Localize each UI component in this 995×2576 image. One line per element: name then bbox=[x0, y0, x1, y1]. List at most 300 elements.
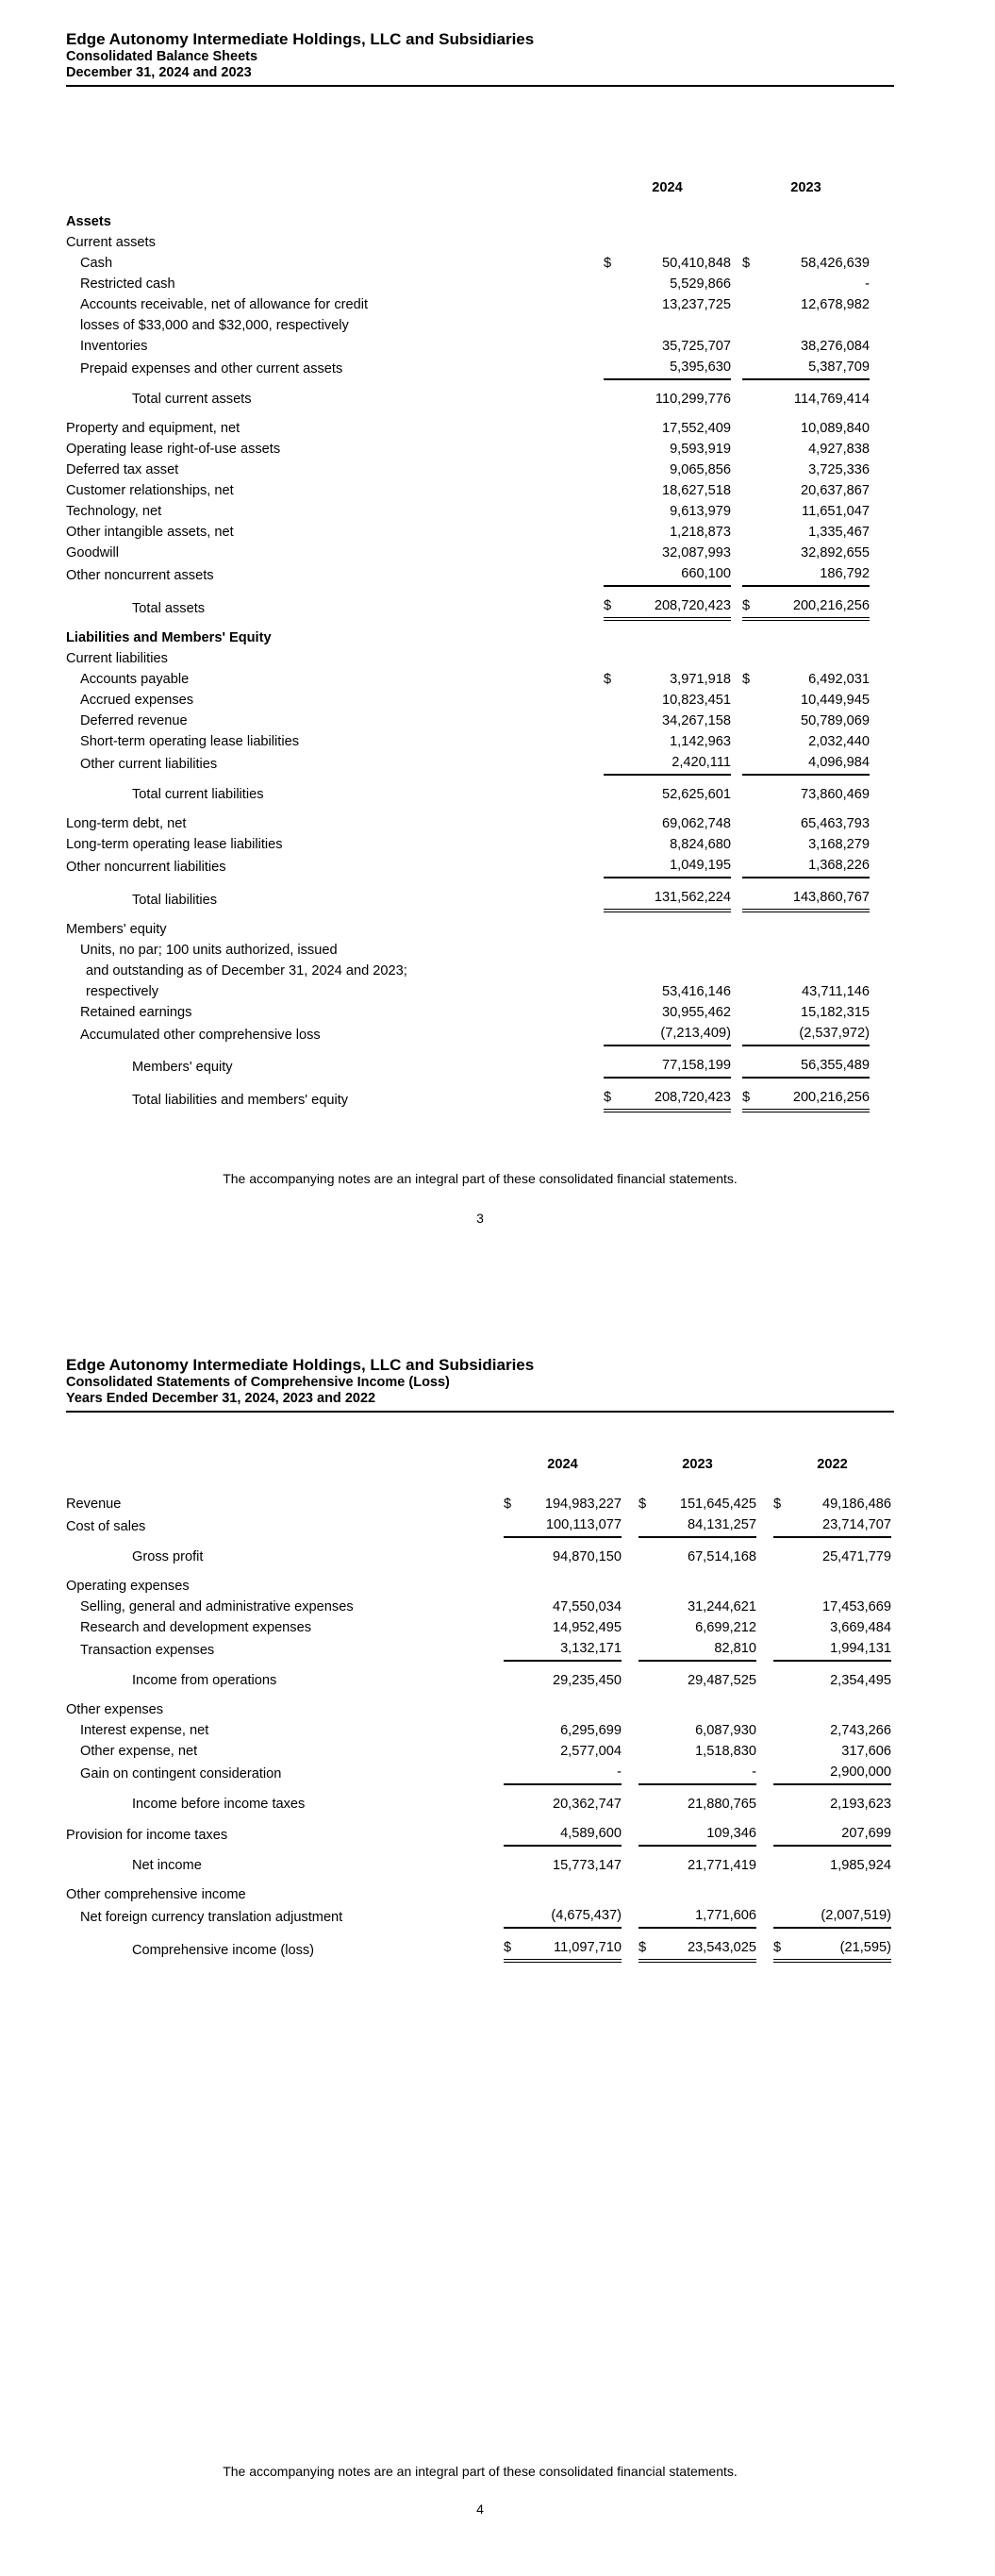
amount-cell bbox=[792, 1567, 891, 1597]
amount-cell bbox=[522, 1567, 622, 1597]
column-gap bbox=[622, 1617, 638, 1638]
amount-cell: 3,168,279 bbox=[808, 837, 870, 852]
amount-cell: (21,595) bbox=[792, 1928, 891, 1961]
column-header-spacer bbox=[66, 177, 604, 211]
amount-cell: 47,550,034 bbox=[552, 1599, 622, 1614]
table-row bbox=[66, 1002, 870, 1023]
row-label: Income before income taxes bbox=[132, 1797, 306, 1812]
currency-symbol bbox=[504, 1846, 522, 1876]
amount-cell: 143,860,767 bbox=[763, 878, 870, 911]
amount-cell bbox=[763, 648, 870, 669]
amount-cell: 6,087,930 bbox=[695, 1723, 756, 1738]
currency-symbol bbox=[742, 731, 763, 752]
currency-symbol: $ bbox=[773, 1928, 792, 1961]
row-label: Restricted cash bbox=[80, 276, 175, 292]
currency-symbol bbox=[604, 961, 624, 981]
column-gap bbox=[731, 648, 742, 669]
column-gap bbox=[622, 1762, 638, 1784]
row-label: Inventories bbox=[80, 339, 148, 354]
amount-cell: 10,089,840 bbox=[800, 421, 870, 436]
year-column-header: 2023 bbox=[790, 180, 821, 195]
column-gap bbox=[731, 439, 742, 460]
row-label: Units, no par; 100 units authorized, issued bbox=[80, 943, 338, 958]
amount-cell: 77,158,199 bbox=[624, 1045, 731, 1078]
row-label: Accumulated other comprehensive loss bbox=[80, 1028, 321, 1043]
currency-symbol bbox=[604, 543, 624, 563]
balance-sheet-page bbox=[66, 30, 894, 1112]
amount-cell: 11,097,710 bbox=[522, 1928, 622, 1961]
column-gap bbox=[622, 1928, 638, 1961]
row-label: Prepaid expenses and other current assets bbox=[80, 361, 343, 376]
column-gap bbox=[731, 961, 742, 981]
currency-symbol bbox=[742, 460, 763, 480]
table-row bbox=[66, 1638, 891, 1661]
column-gap bbox=[756, 1661, 773, 1691]
amount-cell: 6,492,031 bbox=[808, 672, 870, 687]
table-row bbox=[66, 1928, 891, 1961]
table-row bbox=[66, 586, 870, 619]
income-statement-table bbox=[66, 1454, 891, 1963]
currency-symbol bbox=[504, 1617, 522, 1638]
currency-symbol bbox=[638, 1720, 657, 1741]
currency-symbol bbox=[604, 315, 624, 336]
currency-symbol bbox=[604, 911, 624, 940]
row-label: Income from operations bbox=[132, 1673, 277, 1688]
amount-cell: 17,453,669 bbox=[821, 1599, 891, 1614]
column-gap bbox=[731, 1023, 742, 1045]
column-gap bbox=[731, 480, 742, 501]
amount-cell bbox=[763, 961, 870, 981]
table-row bbox=[66, 1815, 891, 1846]
amount-cell bbox=[522, 1691, 622, 1720]
column-gap bbox=[731, 711, 742, 731]
currency-symbol bbox=[504, 1784, 522, 1815]
table-row bbox=[66, 775, 870, 805]
column-gap bbox=[731, 522, 742, 543]
currency-symbol bbox=[638, 1691, 657, 1720]
amount-cell: 3,971,918 bbox=[670, 672, 731, 687]
currency-symbol bbox=[638, 1876, 657, 1905]
column-gap bbox=[756, 1494, 773, 1514]
table-row bbox=[66, 1762, 891, 1784]
currency-symbol bbox=[742, 480, 763, 501]
column-gap bbox=[731, 294, 742, 315]
table-row bbox=[66, 1023, 870, 1045]
table-row bbox=[66, 961, 870, 981]
amount-cell: 14,952,495 bbox=[552, 1620, 622, 1635]
row-label: Total liabilities bbox=[132, 893, 218, 908]
currency-symbol bbox=[742, 690, 763, 711]
column-gap bbox=[622, 1661, 638, 1691]
column-gap bbox=[731, 855, 742, 878]
column-gap bbox=[756, 1514, 773, 1537]
amount-cell: 21,771,419 bbox=[687, 1858, 756, 1873]
amount-cell: 1,142,963 bbox=[670, 734, 731, 749]
row-label: losses of $33,000 and $32,000, respectively bbox=[80, 318, 349, 333]
amount-cell: 109,346 bbox=[657, 1815, 756, 1846]
currency-symbol bbox=[638, 1846, 657, 1876]
table-row bbox=[66, 834, 870, 855]
row-label: Cost of sales bbox=[66, 1519, 146, 1534]
currency-symbol bbox=[773, 1691, 792, 1720]
amount-cell: 317,606 bbox=[841, 1744, 891, 1759]
amount-cell: 10,823,451 bbox=[661, 693, 731, 708]
document-header bbox=[66, 1356, 894, 1413]
table-row bbox=[66, 1784, 891, 1815]
amount-cell: 208,720,423 bbox=[624, 1078, 731, 1111]
currency-symbol: $ bbox=[504, 1497, 512, 1512]
footnote: The accompanying notes are an integral part of these consolidated financial statements. bbox=[223, 2464, 738, 2479]
column-gap bbox=[756, 1720, 773, 1741]
table-row bbox=[66, 480, 870, 501]
statement-title: Consolidated Balance Sheets bbox=[66, 49, 258, 64]
currency-symbol bbox=[742, 294, 763, 315]
row-label: Liabilities and Members' Equity bbox=[66, 630, 272, 645]
amount-cell: 3,132,171 bbox=[522, 1638, 622, 1661]
row-label: Provision for income taxes bbox=[66, 1828, 228, 1843]
currency-symbol bbox=[742, 379, 763, 410]
amount-cell: 3,725,336 bbox=[808, 462, 870, 477]
amount-cell bbox=[792, 1876, 891, 1905]
table-row bbox=[66, 1905, 891, 1928]
currency-symbol bbox=[604, 1045, 624, 1078]
currency-symbol: $ bbox=[604, 586, 624, 619]
amount-cell: 100,113,077 bbox=[522, 1514, 622, 1537]
currency-symbol bbox=[504, 1638, 522, 1661]
row-label: Selling, general and administrative expenses bbox=[80, 1599, 354, 1614]
column-gap bbox=[731, 460, 742, 480]
amount-cell: 12,678,982 bbox=[800, 297, 870, 312]
column-gap bbox=[622, 1784, 638, 1815]
column-gap bbox=[756, 1876, 773, 1905]
row-label: Customer relationships, net bbox=[66, 483, 234, 498]
row-label: respectively bbox=[86, 984, 159, 999]
column-gap bbox=[731, 1002, 742, 1023]
column-gap bbox=[731, 315, 742, 336]
column-gap bbox=[731, 805, 742, 834]
amount-cell: 69,062,748 bbox=[661, 816, 731, 831]
amount-cell: 1,518,830 bbox=[695, 1744, 756, 1759]
column-gap bbox=[731, 1078, 742, 1111]
currency-symbol bbox=[638, 1905, 657, 1928]
row-label: Revenue bbox=[66, 1497, 122, 1512]
table-row bbox=[66, 211, 870, 232]
currency-symbol bbox=[773, 1876, 792, 1905]
row-label: Gain on contingent consideration bbox=[80, 1766, 282, 1781]
row-label: Total current liabilities bbox=[132, 787, 264, 802]
column-gap bbox=[756, 1691, 773, 1720]
column-gap bbox=[731, 619, 742, 648]
column-header-row bbox=[66, 1454, 891, 1494]
currency-symbol: $ bbox=[604, 672, 612, 687]
table-row bbox=[66, 1691, 891, 1720]
currency-symbol bbox=[604, 775, 624, 805]
currency-symbol bbox=[742, 940, 763, 961]
column-gap bbox=[622, 1720, 638, 1741]
amount-cell: 84,131,257 bbox=[657, 1514, 756, 1537]
currency-symbol bbox=[504, 1597, 522, 1617]
amount-cell: 29,487,525 bbox=[687, 1673, 756, 1688]
table-row bbox=[66, 981, 870, 1002]
amount-cell: 6,699,212 bbox=[695, 1620, 756, 1635]
column-gap bbox=[622, 1494, 638, 1514]
currency-symbol: $ bbox=[773, 1497, 782, 1512]
table-row bbox=[66, 294, 870, 315]
table-row bbox=[66, 460, 870, 480]
currency-symbol bbox=[742, 274, 763, 294]
currency-symbol bbox=[742, 336, 763, 357]
table-row bbox=[66, 1876, 891, 1905]
amount-cell: 207,699 bbox=[792, 1815, 891, 1846]
amount-cell: 21,880,765 bbox=[687, 1797, 756, 1812]
currency-symbol: $ bbox=[504, 1928, 522, 1961]
currency-symbol bbox=[604, 752, 624, 775]
column-gap bbox=[731, 690, 742, 711]
currency-symbol: $ bbox=[604, 1078, 624, 1111]
currency-symbol bbox=[604, 274, 624, 294]
amount-cell: 25,471,779 bbox=[821, 1549, 891, 1564]
amount-cell: 1,218,873 bbox=[670, 525, 731, 540]
currency-symbol bbox=[604, 648, 624, 669]
table-row bbox=[66, 855, 870, 878]
amount-cell: 13,237,725 bbox=[661, 297, 731, 312]
amount-cell: 1,771,606 bbox=[657, 1905, 756, 1928]
table-row bbox=[66, 1661, 891, 1691]
table-row bbox=[66, 232, 870, 253]
column-gap bbox=[622, 1537, 638, 1567]
table-row bbox=[66, 731, 870, 752]
column-gap bbox=[731, 543, 742, 563]
currency-symbol bbox=[604, 731, 624, 752]
row-label: Operating expenses bbox=[66, 1579, 190, 1594]
currency-symbol bbox=[742, 752, 763, 775]
amount-cell: 2,032,440 bbox=[808, 734, 870, 749]
row-label: Property and equipment, net bbox=[66, 421, 240, 436]
table-row bbox=[66, 711, 870, 731]
table-row bbox=[66, 336, 870, 357]
row-label: Cash bbox=[80, 256, 113, 271]
currency-symbol: $ bbox=[742, 256, 751, 271]
row-label: Total assets bbox=[132, 601, 206, 616]
currency-symbol bbox=[742, 878, 763, 911]
currency-symbol bbox=[742, 775, 763, 805]
amount-cell: 18,627,518 bbox=[661, 483, 731, 498]
amount-cell: 5,387,709 bbox=[763, 357, 870, 379]
amount-cell bbox=[624, 911, 731, 940]
amount-cell: 10,449,945 bbox=[800, 693, 870, 708]
amount-cell: 2,420,111 bbox=[624, 752, 731, 775]
column-gap bbox=[731, 211, 742, 232]
currency-symbol bbox=[638, 1661, 657, 1691]
income-statement-page bbox=[66, 1356, 894, 1963]
amount-cell bbox=[763, 315, 870, 336]
column-gap bbox=[731, 357, 742, 379]
currency-symbol bbox=[773, 1741, 792, 1762]
currency-symbol bbox=[773, 1597, 792, 1617]
column-gap bbox=[756, 1741, 773, 1762]
amount-cell: (7,213,409) bbox=[624, 1023, 731, 1045]
row-label: Other expense, net bbox=[80, 1744, 198, 1759]
currency-symbol bbox=[638, 1617, 657, 1638]
statement-period: December 31, 2024 and 2023 bbox=[66, 65, 252, 80]
year-column-header: 2022 bbox=[817, 1457, 848, 1472]
currency-symbol bbox=[504, 1876, 522, 1905]
currency-symbol bbox=[604, 1002, 624, 1023]
amount-cell: 1,985,924 bbox=[830, 1858, 891, 1873]
row-label: Other noncurrent liabilities bbox=[66, 860, 226, 875]
currency-symbol bbox=[773, 1905, 792, 1928]
amount-cell: 15,182,315 bbox=[800, 1005, 870, 1020]
column-gap bbox=[756, 1537, 773, 1567]
currency-symbol bbox=[742, 911, 763, 940]
column-gap bbox=[622, 1597, 638, 1617]
amount-cell: 67,514,168 bbox=[687, 1549, 756, 1564]
currency-symbol bbox=[742, 981, 763, 1002]
currency-symbol bbox=[504, 1905, 522, 1928]
amount-cell: 17,552,409 bbox=[661, 421, 731, 436]
column-header-row bbox=[66, 177, 870, 211]
column-gap bbox=[756, 1928, 773, 1961]
amount-cell bbox=[624, 648, 731, 669]
amount-cell: 9,613,979 bbox=[670, 504, 731, 519]
currency-symbol bbox=[742, 543, 763, 563]
column-gap bbox=[622, 1638, 638, 1661]
company-name: Edge Autonomy Intermediate Holdings, LLC and Subsidiaries bbox=[66, 30, 535, 48]
amount-cell: 29,235,450 bbox=[552, 1673, 622, 1688]
row-label: Other expenses bbox=[66, 1702, 164, 1717]
column-gap bbox=[622, 1691, 638, 1720]
amount-cell: 9,065,856 bbox=[670, 462, 731, 477]
column-gap bbox=[756, 1762, 773, 1784]
row-label: Accounts receivable, net of allowance for credit bbox=[80, 297, 369, 312]
currency-symbol bbox=[773, 1514, 792, 1537]
currency-symbol bbox=[504, 1741, 522, 1762]
table-row bbox=[66, 563, 870, 586]
currency-symbol bbox=[604, 834, 624, 855]
row-label: Total liabilities and members' equity bbox=[132, 1093, 349, 1108]
amount-cell bbox=[792, 1691, 891, 1720]
currency-symbol bbox=[504, 1762, 522, 1784]
column-gap bbox=[731, 586, 742, 619]
currency-symbol bbox=[742, 961, 763, 981]
column-gap bbox=[731, 232, 742, 253]
row-label: Operating lease right-of-use assets bbox=[66, 442, 281, 457]
column-gap bbox=[622, 1815, 638, 1846]
currency-symbol bbox=[604, 940, 624, 961]
currency-symbol bbox=[742, 1023, 763, 1045]
amount-cell bbox=[763, 211, 870, 232]
currency-symbol bbox=[604, 410, 624, 439]
column-gap bbox=[731, 731, 742, 752]
row-label: Current liabilities bbox=[66, 651, 168, 666]
amount-cell: 31,244,621 bbox=[687, 1599, 756, 1614]
currency-symbol bbox=[604, 878, 624, 911]
currency-symbol: $ bbox=[638, 1497, 647, 1512]
amount-cell: 4,927,838 bbox=[808, 442, 870, 457]
amount-cell: 23,543,025 bbox=[657, 1928, 756, 1961]
currency-symbol bbox=[604, 805, 624, 834]
amount-cell: 30,955,462 bbox=[661, 1005, 731, 1020]
row-label: Net foreign currency translation adjustment bbox=[80, 1910, 343, 1925]
statement-title: Consolidated Statements of Comprehensive Income (Loss) bbox=[66, 1375, 450, 1390]
amount-cell: 1,335,467 bbox=[808, 525, 870, 540]
amount-cell bbox=[657, 1876, 756, 1905]
table-row bbox=[66, 522, 870, 543]
amount-cell bbox=[763, 940, 870, 961]
currency-symbol bbox=[638, 1567, 657, 1597]
currency-symbol bbox=[773, 1537, 792, 1567]
amount-cell bbox=[522, 1876, 622, 1905]
currency-symbol bbox=[604, 501, 624, 522]
column-gap bbox=[731, 336, 742, 357]
amount-cell: 23,714,707 bbox=[792, 1514, 891, 1537]
column-gap bbox=[756, 1815, 773, 1846]
amount-cell: 1,994,131 bbox=[792, 1638, 891, 1661]
company-name: Edge Autonomy Intermediate Holdings, LLC and Subsidiaries bbox=[66, 1356, 535, 1374]
document-header bbox=[66, 30, 894, 87]
currency-symbol bbox=[773, 1720, 792, 1741]
table-row bbox=[66, 690, 870, 711]
table-row bbox=[66, 619, 870, 648]
column-gap bbox=[756, 1617, 773, 1638]
row-label: Retained earnings bbox=[80, 1005, 192, 1020]
table-row bbox=[66, 669, 870, 690]
currency-symbol bbox=[604, 336, 624, 357]
currency-symbol bbox=[504, 1815, 522, 1846]
currency-symbol bbox=[604, 294, 624, 315]
currency-symbol bbox=[504, 1720, 522, 1741]
amount-cell: 6,295,699 bbox=[560, 1723, 622, 1738]
row-label: Total current assets bbox=[132, 392, 252, 407]
column-gap bbox=[731, 253, 742, 274]
column-gap bbox=[756, 1567, 773, 1597]
amount-cell: 110,299,776 bbox=[655, 392, 731, 407]
footnote: The accompanying notes are an integral part of these consolidated financial statements. bbox=[223, 1171, 738, 1186]
amount-cell: 20,637,867 bbox=[800, 483, 870, 498]
amount-cell: 5,395,630 bbox=[624, 357, 731, 379]
currency-symbol bbox=[504, 1661, 522, 1691]
amount-cell: 9,593,919 bbox=[670, 442, 731, 457]
currency-symbol bbox=[604, 232, 624, 253]
row-label: Other comprehensive income bbox=[66, 1887, 246, 1902]
row-label: Current assets bbox=[66, 235, 156, 250]
currency-symbol bbox=[604, 357, 624, 379]
column-gap bbox=[756, 1638, 773, 1661]
currency-symbol bbox=[604, 439, 624, 460]
row-label: and outstanding as of December 31, 2024 and 2023; bbox=[86, 963, 407, 979]
row-label: Comprehensive income (loss) bbox=[132, 1943, 315, 1958]
amount-cell: 49,186,486 bbox=[821, 1497, 891, 1512]
amount-cell bbox=[763, 232, 870, 253]
amount-cell bbox=[624, 315, 731, 336]
amount-cell bbox=[624, 211, 731, 232]
column-gap bbox=[731, 940, 742, 961]
statement-period: Years Ended December 31, 2024, 2023 and 2022 bbox=[66, 1391, 376, 1406]
amount-cell bbox=[763, 911, 870, 940]
row-label: Members' equity bbox=[66, 922, 167, 937]
column-gap bbox=[622, 1741, 638, 1762]
row-label: Interest expense, net bbox=[80, 1723, 209, 1738]
column-gap bbox=[622, 1567, 638, 1597]
amount-cell: 35,725,707 bbox=[661, 339, 731, 354]
amount-cell: 32,892,655 bbox=[800, 545, 870, 560]
currency-symbol bbox=[742, 805, 763, 834]
row-label: Short-term operating lease liabilities bbox=[80, 734, 299, 749]
currency-symbol bbox=[773, 1846, 792, 1876]
amount-cell: - bbox=[865, 276, 870, 292]
table-row bbox=[66, 410, 870, 439]
amount-cell: 43,711,146 bbox=[802, 984, 870, 999]
